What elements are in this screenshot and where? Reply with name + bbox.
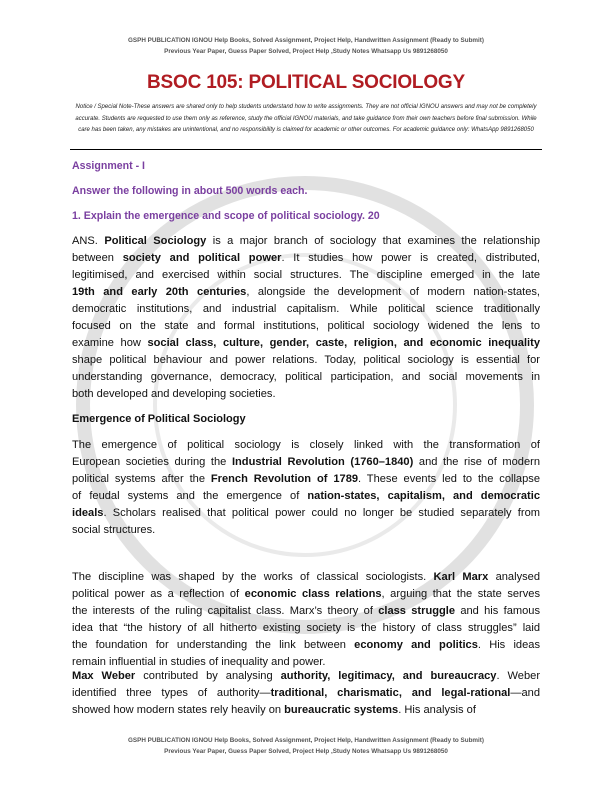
text-run: remain influential in studies of inequality and power. [72,656,326,668]
text-run: The discipline was shaped by the works of classical sociologists. [72,571,434,583]
text-run: ANS. [72,235,105,247]
text-run: . His analysis of [398,704,476,716]
paragraph-intro [72,233,540,403]
text-line [72,702,540,719]
text-line [72,301,540,318]
text-run: . Weber [496,670,541,682]
bold-text: Political Sociology [104,235,207,247]
divider [70,149,542,150]
text-run: contributed by analysing [135,670,281,682]
text-line [72,386,540,403]
text-line [72,454,540,471]
text-line [72,637,540,654]
text-run: the interests of the ruling capitalist class. Marx’s theory of [72,605,379,617]
bold-text: class struggle [378,605,456,617]
header-line-2: Previous Year Paper, Guess Paper Solved, Project Help ,Study Notes Whatsapp Us 9891268050 [164,48,448,55]
notice-text: Notice / Special Note-These answers are shared only to help students understand how to write assignments. They are not official IGNOU answers and may not be completely accurate. Students are requested to use them only as reference, study the official IGNOU materials, and take guidance from their own teachers before final submission. While care has been taken, any mistakes are unintentional, and no responsibility is claimed for academic or other outcomes. For academic guidance only: WhatsApp 9891268050 [75,104,537,134]
paragraph-emergence [72,437,540,539]
text-line [72,488,540,505]
text-run: identified three types of authority— [72,687,271,699]
text-run: social structures. [72,524,156,536]
text-line [72,318,540,335]
text-run: political systems after the [72,473,211,485]
bold-text: economic class relations [244,588,382,600]
text-run: legitimised, and exercised within social structures. The discipline emerged in the late [72,269,540,281]
text-line [72,369,540,386]
text-run: idea that “the history of all hitherto existing society is the history of class struggles” laid [72,622,540,634]
paragraph-marx [72,569,540,671]
text-run: political power as a reflection of [72,588,245,600]
text-line [72,668,540,685]
bold-text: authority, legitimacy, and bureaucracy [280,670,497,682]
text-line [72,569,540,586]
text-line [72,267,540,284]
text-line [72,505,540,522]
text-run: The emergence of political sociology is closely linked with the transformation of [72,439,540,451]
text-run: is a major branch of sociology that examines the relationship [206,235,541,247]
text-run: democratic institutions, and industrial capitalism. While political science traditionally [72,303,540,315]
section-heading: Emergence of Political Sociology [72,413,246,425]
text-line [72,471,540,488]
text-run: of feudal systems and the emergence of [72,490,308,502]
paragraph-weber [72,668,540,719]
bold-text: Karl Marx [433,571,489,583]
text-run: between [72,252,123,264]
text-run: European societies during the [72,456,232,468]
bold-text: ideals [72,507,104,519]
bold-text: economy and politics [354,639,478,651]
text-run: , arguing that the state serves [381,588,541,600]
footer-line-1: GSPH PUBLICATION IGNOU Help Books, Solved Assignment, Project Help, Handwritten Assignment (Ready to Submit) [128,737,484,744]
text-line [72,437,540,454]
bold-text: Industrial Revolution (1760–1840) [231,456,414,468]
header-line-1: GSPH PUBLICATION IGNOU Help Books, Solved Assignment, Project Help, Handwritten Assignment (Ready to Submit) [128,37,484,44]
bold-text: nation-states, capitalism, and democratic [307,490,540,502]
page-title: BSOC 105: POLITICAL SOCIOLOGY [147,72,465,93]
text-run: both developed and developing societies. [72,388,276,400]
text-line [72,233,540,250]
text-line [72,620,540,637]
text-run: . It studies how power is created, distributed, [281,252,540,264]
text-run: the foundation for understanding the link between [72,639,355,651]
bold-text: traditional, charismatic, and legal-rational [270,687,511,699]
bold-text: French Revolution of 1789 [210,473,359,485]
text-run: analysed [488,571,540,583]
text-line [72,284,540,301]
text-line [72,522,540,539]
bold-text: bureaucratic systems [284,704,399,716]
text-run: , alongside the development of modern nation-states, [246,286,540,298]
instruction-text: Answer the following in about 500 words each. [72,185,308,197]
text-line [72,603,540,620]
text-line [72,335,540,352]
question-1: 1. Explain the emergence and scope of political sociology. 20 [72,210,380,222]
text-run: . His ideas [477,639,540,651]
bold-text: social class, culture, gender, caste, religion, and economic inequality [147,337,540,349]
bold-text: Max Weber [72,670,136,682]
text-line [72,685,540,702]
bold-text: society and political power [122,252,282,264]
text-run: showed how modern states rely heavily on [72,704,285,716]
footer-line-2: Previous Year Paper, Guess Paper Solved, Project Help ,Study Notes Whatsapp Us 9891268050 [164,748,448,755]
text-run: shape political behaviour and power relations. Today, political sociology is essential for [72,354,540,366]
text-run: understanding governance, democracy, political participation, and social movements in [72,371,540,383]
text-run: focused on the state and formal institutions, political sociology widened the lens to [72,320,540,332]
text-run: examine how [72,337,148,349]
bold-text: 19th and early 20th centuries [72,286,247,298]
text-run: . Scholars realised that political power could no longer be studied separately from [103,507,540,519]
text-line [72,352,540,369]
text-line [72,250,540,267]
text-run: and the rise of modern [413,456,540,468]
text-run: and his famous [455,605,540,617]
assignment-label: Assignment - I [72,160,145,172]
text-run: . These events led to the collapse [358,473,540,485]
text-line [72,586,540,603]
text-run: —and [510,687,541,699]
